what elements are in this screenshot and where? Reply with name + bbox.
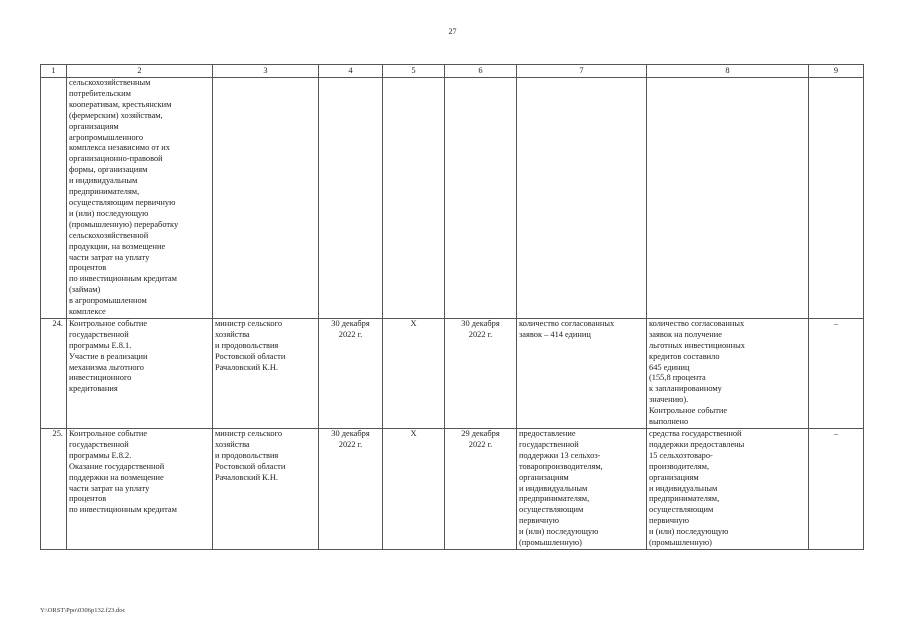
cell-line: предпринимателям,	[519, 494, 590, 504]
cell-line: организациям	[519, 472, 569, 482]
cell-line: к запланированному	[649, 384, 722, 394]
cell-line: поддержки предоставлены	[649, 439, 745, 449]
cell-line: части затрат на уплату	[69, 483, 150, 493]
column-header: 6	[445, 65, 517, 78]
cell-line: 2022 г.	[338, 439, 363, 449]
cell-line: Ростовской области	[215, 351, 286, 361]
cell-line: 15 сельхозтоваро-	[649, 450, 713, 460]
cell-line: хозяйства	[215, 439, 250, 449]
cell-line: и индивидуальным	[649, 483, 718, 493]
cell-line: осуществляющим первичную	[69, 197, 176, 207]
cell-line: части затрат на уплату	[69, 252, 150, 262]
cell-line: осуществляющим	[519, 505, 584, 515]
cell-line: по инвестиционным кредитам	[69, 505, 177, 515]
row-number: 24.	[41, 318, 67, 428]
column-number-row	[41, 65, 864, 78]
column-header: 3	[213, 65, 319, 78]
cell-line: хозяйства	[215, 329, 250, 339]
cell-planned-result	[517, 429, 647, 550]
cell-line: (промышленную)	[519, 538, 582, 548]
cell-line: 30 декабря	[331, 318, 370, 328]
cell-line: и продовольствия	[215, 450, 279, 460]
cell-line: количество согласованных	[649, 318, 745, 328]
cell-line: 2022 г.	[338, 329, 363, 339]
cell-actual-date	[445, 318, 517, 428]
cell-line: (займам)	[69, 285, 101, 295]
cell-line: значению).	[649, 395, 689, 405]
cell-line: и продовольствия	[215, 340, 279, 350]
cell-line: продукции, на возмещение	[69, 241, 166, 251]
cell-line: формы, организациям	[69, 165, 148, 175]
cell-line: 2022 г.	[468, 329, 493, 339]
cell-line: процентов	[69, 263, 107, 273]
cell-line: организациям	[649, 472, 699, 482]
cell-line: Ростовской области	[215, 461, 286, 471]
cell-line: министр сельского	[215, 318, 283, 328]
cell-responsible	[213, 429, 319, 550]
cell-line: Участие в реализации	[69, 351, 148, 361]
row-number	[41, 78, 67, 319]
cell-line: 645 единиц	[649, 362, 690, 372]
cell-col9: –	[809, 429, 864, 550]
cell-line: выполнено	[649, 417, 689, 427]
cell-line: заявок на получение	[649, 329, 722, 339]
cell-responsible	[213, 318, 319, 428]
cell-line: (155,8 процента	[649, 373, 706, 383]
cell-line: программы Е.8.2.	[69, 450, 132, 460]
cell-line: по инвестиционным кредитам	[69, 274, 177, 284]
cell-line: производителям,	[649, 461, 710, 471]
cell-line: товаропроизводителям,	[519, 461, 603, 471]
cell-line: Рачаловский К.Н.	[215, 472, 278, 482]
cell-line: инвестиционного	[69, 373, 132, 383]
cell-actual-date	[445, 429, 517, 550]
cell-line: заявок – 414 единиц	[519, 329, 591, 339]
cell-line: Рачаловский К.Н.	[215, 362, 278, 372]
column-header: 1	[41, 65, 67, 78]
cell-line: процентов	[69, 494, 107, 504]
cell-line: комплексе	[69, 307, 106, 317]
file-path: Y:\ORST\Ppo\0306p132.f23.doc	[40, 607, 126, 614]
cell-line: и (или) последующую	[519, 527, 599, 537]
cell-col9: –	[809, 318, 864, 428]
cell-line: сельскохозяйственной	[69, 230, 149, 240]
cell-line: комплекса независимо от их	[69, 143, 170, 153]
cell-line: предпринимателям,	[649, 494, 720, 504]
cell-line: осуществляющим	[649, 505, 714, 515]
cell-line: предоставление	[519, 429, 576, 438]
cell-line: (фермерским) хозяйствам,	[69, 110, 163, 120]
cell-line: поддержки 13 сельхоз-	[519, 450, 601, 460]
cell-col5: Х	[383, 318, 445, 428]
cell-line: первичную	[519, 516, 559, 526]
cell-actual-result	[647, 429, 809, 550]
cell-description	[67, 429, 213, 550]
cell-planned-result	[517, 318, 647, 428]
cell-line: и индивидуальным	[69, 176, 138, 186]
cell-line: первичную	[649, 516, 689, 526]
cell-actual-result	[647, 318, 809, 428]
table-row	[41, 78, 864, 319]
cell-line: льготных инвестиционных	[649, 340, 745, 350]
cell-description	[67, 318, 213, 428]
cell-line: 2022 г.	[468, 439, 493, 449]
cell-line: министр сельского	[215, 429, 283, 438]
cell-line: 30 декабря	[461, 318, 500, 328]
cell-col5: Х	[383, 429, 445, 550]
cell-line: кооперативам, крестьянским	[69, 99, 172, 109]
cell-line: 30 декабря	[331, 429, 370, 438]
cell-line: количество согласованных	[519, 318, 615, 328]
cell-line: предпринимателям,	[69, 187, 140, 197]
table-row	[41, 429, 864, 550]
cell-line: государственной	[519, 439, 579, 449]
cell-line: агропромышленного	[69, 132, 144, 142]
cell-line: Контрольное событие	[649, 406, 728, 416]
cell-line: средства государственной	[649, 429, 742, 438]
cell-line: сельскохозяйственным	[69, 78, 151, 87]
cell-line: программы Е.8.1.	[69, 340, 132, 350]
cell-planned-date	[319, 429, 383, 550]
page-number: 27	[448, 27, 457, 36]
column-header: 4	[319, 65, 383, 78]
cell-description	[67, 78, 213, 319]
table-row	[41, 318, 864, 428]
column-header: 9	[809, 65, 864, 78]
cell-line: и (или) последующую	[69, 208, 149, 218]
cell-line: 29 декабря	[461, 429, 500, 438]
cell-line: кредитов составило	[649, 351, 720, 361]
cell-line: Контрольное событие	[69, 429, 148, 438]
cell-planned-date	[319, 318, 383, 428]
cell-line: потребительским	[69, 88, 131, 98]
row-number: 25.	[41, 429, 67, 550]
cell-line: (промышленную)	[649, 538, 712, 548]
cell-line: государственной	[69, 439, 129, 449]
cell-line: Оказание государственной	[69, 461, 165, 471]
cell-line: кредитования	[69, 384, 118, 394]
column-header: 7	[517, 65, 647, 78]
cell-line: поддержки на возмещение	[69, 472, 164, 482]
events-table	[40, 64, 864, 550]
cell-line: и индивидуальным	[519, 483, 588, 493]
column-header: 2	[67, 65, 213, 78]
cell-line: организационно-правовой	[69, 154, 163, 164]
cell-line: организациям	[69, 121, 119, 131]
column-header: 5	[383, 65, 445, 78]
cell-line: и (или) последующую	[649, 527, 729, 537]
cell-line: (промышленную) переработку	[69, 219, 179, 229]
cell-line: механизма льготного	[69, 362, 144, 372]
cell-line: государственной	[69, 329, 129, 339]
cell-line: в агропромышленном	[69, 296, 147, 306]
cell-line: Контрольное событие	[69, 318, 148, 328]
column-header: 8	[647, 65, 809, 78]
